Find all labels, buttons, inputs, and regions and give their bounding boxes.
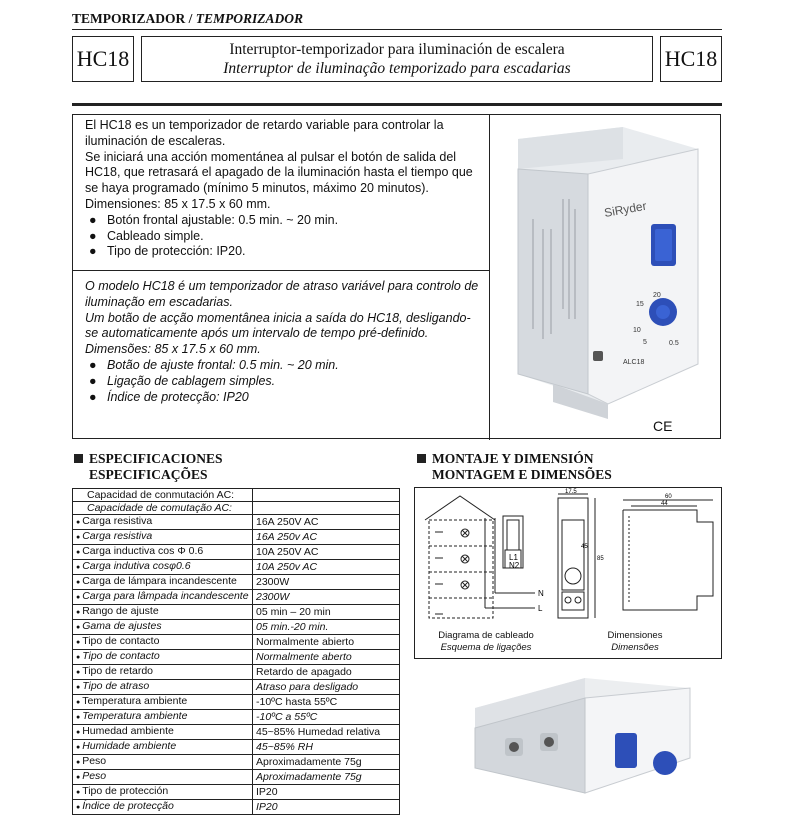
bullet-item: ● Botão de ajuste frontal: 0.5 min. ~ 20 min. [89,357,339,372]
dimensions-caption: Dimensiones Dimensões [607,630,663,653]
brand-label: SiRyder [603,198,648,220]
svg-text:44: 44 [661,501,668,507]
bullet-item: ● Ligação de cablagem simples. [89,373,276,388]
svg-text:ALC18: ALC18 [623,359,645,366]
bullet-icon: ● [76,624,83,631]
bullet-icon: ● [76,684,83,691]
spec-row [73,695,400,710]
svg-text:10: 10 [633,327,641,334]
bullet-icon: ● [76,609,83,616]
spec-value: 16A 250v AC [253,530,400,545]
bullet-icon: ● [76,654,83,661]
bullet-icon: ● [76,669,83,676]
spec-label: ● Carga resistiva [73,530,253,545]
spec-label: Capacidade de comutação AC: [73,502,253,515]
spec-label: ● Carga indutiva cosφ0.6 [73,560,253,575]
svg-text:N2: N2 [509,561,520,570]
spec-label: ● Temperatura ambiente [73,695,253,710]
spec-value: 05 min.-20 min. [253,620,400,635]
spec-value: Atraso para desligado [253,680,400,695]
bullet-icon: ● [76,519,83,526]
spec-row [73,740,400,755]
spec-label: ● Tipo de contacto [73,650,253,665]
bullet-icon: ● [76,774,83,781]
product-title [141,36,653,82]
svg-text:17.5: 17.5 [565,489,577,495]
spec-row [73,650,400,665]
spec-row [73,710,400,725]
spec-value: -10ºC a 55ºC [253,710,400,725]
spec-row [73,785,400,800]
spec-row [73,575,400,590]
spec-label: ● Humedad ambiente [73,725,253,740]
spec-value: 2300W [253,590,400,605]
spec-label: ● Tipo de retardo [73,665,253,680]
product-photo-2 [465,668,700,796]
svg-text:L1: L1 [509,553,518,562]
description-box [72,114,721,439]
bullet-item: ● Cableado simple. [89,228,204,243]
spec-value: 2300W [253,575,400,590]
spec-row [73,560,400,575]
bullet-icon: ● [76,699,83,706]
bullet-icon: ● [76,804,83,811]
spec-heading: ESPECIFICACIONES ESPECIFICAÇÕES [74,451,223,483]
spec-label: ● Peso [73,755,253,770]
desc-es-p2: Se iniciará una acción momentánea al pulsar el botón de salida del HC18, que retrasará el apagado de la iluminación hasta el tiempo que se haya programado (mínimo 5 minutos, máximo 20 minutos). [85,149,473,196]
spec-value: IP20 [253,785,400,800]
svg-text:5: 5 [643,339,647,346]
bullet-icon: ● [76,579,83,586]
spec-value: 10A 250V AC [253,545,400,560]
spec-row [73,755,400,770]
svg-text:15: 15 [636,301,644,308]
bullet-icon: ● [76,639,83,646]
spec-label: ● Humidade ambiente [73,740,253,755]
spec-label: ● Tipo de atraso [73,680,253,695]
description-es [73,115,490,271]
bullet-icon: ● [76,534,83,541]
spec-row [73,530,400,545]
bullet-icon: ● [76,759,83,766]
bullet-icon: ● [76,744,83,751]
mount-heading: MONTAJE Y DIMENSIÓN MONTAGEM E DIMENSÕES [417,451,612,483]
spec-label: Capacidad de conmutación AC: [73,489,253,502]
spec-value: 10A 250v AC [253,560,400,575]
bullet-icon: ● [76,729,83,736]
desc-pt-dims: Dimensões: 85 x 17.5 x 60 mm. [85,342,261,357]
bullet-item: ● Botón frontal ajustable: 0.5 min. ~ 20 min. [89,212,339,227]
spec-label: ● Carga de lámpara incandescente [73,575,253,590]
bullet-icon: ● [76,789,83,796]
spec-value: Normalmente abierto [253,635,400,650]
spec-value: 16A 250V AC [253,515,400,530]
spec-value: Aproximadamente 75g [253,755,400,770]
bullet-item: ● Índice de protecção: IP20 [89,389,249,404]
desc-es-dims: Dimensiones: 85 x 17.5 x 60 mm. [85,196,271,211]
spec-label: ● Peso [73,770,253,785]
spec-label: ● Gama de ajustes [73,620,253,635]
spec-value: 45~85% RH [253,740,400,755]
ce-mark: CE [653,418,673,434]
section-header: TEMPORIZADOR / TEMPORIZADOR [72,11,304,26]
description-pt [73,271,490,440]
svg-text:85: 85 [597,556,604,562]
spec-value: Aproximadamente 75g [253,770,400,785]
title-pt: Interruptor de iluminação temporizado para escadarias [223,60,571,77]
header-rule [72,29,722,30]
spec-value: IP20 [253,800,400,815]
spec-row [73,770,400,785]
model-box-right: HC18 [660,36,722,82]
spec-label: ● Carga inductiva cos Φ 0.6 [73,545,253,560]
spec-row [73,515,400,530]
spec-value: Normalmente aberto [253,650,400,665]
spec-label: ● Índice de protecção [73,800,253,815]
svg-text:20: 20 [653,292,661,299]
wiring-caption: Diagrama de cableado Esquema de ligações [438,630,534,653]
spec-row [73,665,400,680]
svg-text:60: 60 [665,494,672,500]
spec-row [73,725,400,740]
spec-label: ● Tipo de protección [73,785,253,800]
bullet-icon: ● [76,594,83,601]
bullet-icon: ● [76,714,83,721]
spec-row [73,800,400,815]
title-es: Interruptor-temporizador para iluminación de escalera [229,41,565,58]
desc-pt-p1: O modelo HC18 é um temporizador de atraso variável para controlo de iluminação em escadarias. [85,279,479,309]
spec-row [73,590,400,605]
spec-label: ● Tipo de contacto [73,635,253,650]
spec-row [73,489,400,502]
spec-row [73,680,400,695]
bullet-item: ● Tipo de protección: IP20. [89,244,246,259]
spec-label: ● Temperatura ambiente [73,710,253,725]
spec-value: Retardo de apagado [253,665,400,680]
spec-value: 45~85% Humedad relativa [253,725,400,740]
thick-rule [72,103,722,106]
desc-es-p1: El HC18 es un temporizador de retardo variable para controlar la iluminación de escaleras. [85,118,444,148]
svg-text:45: 45 [581,544,588,550]
spec-value: -10ºC hasta 55ºC [253,695,400,710]
diagram-box [414,487,722,659]
spec-label: ● Rango de ajuste [73,605,253,620]
spec-label: ● Carga para lâmpada incandescente [73,590,253,605]
desc-pt-p2: Um botão de acção momentânea inicia a saída do HC18, desligando-se automaticamente após um intervalo de tempo pré-definido. [85,310,471,341]
spec-table [72,488,400,815]
svg-text:L: L [538,604,543,613]
bullet-icon: ● [76,549,83,556]
spec-row [73,635,400,650]
spec-row [73,545,400,560]
spec-value: 05 min – 20 min [253,605,400,620]
svg-text:0.5: 0.5 [669,340,679,347]
spec-value [253,489,400,502]
svg-text:N: N [538,589,544,598]
model-box-left: HC18 [72,36,134,82]
spec-row [73,620,400,635]
bullet-icon: ● [76,564,83,571]
spec-row [73,605,400,620]
product-photo [493,119,718,437]
spec-row [73,502,400,515]
spec-value [253,502,400,515]
spec-label: ● Carga resistiva [73,515,253,530]
